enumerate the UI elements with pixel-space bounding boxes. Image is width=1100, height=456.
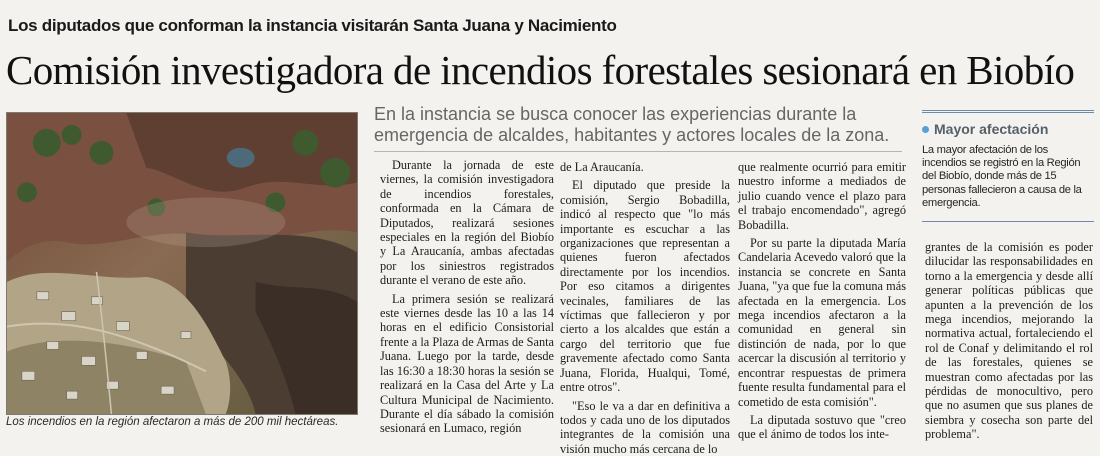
paragraph: La diputada sostuvo que "creo que el ánimo de todos los inte-: [738, 413, 906, 442]
paragraph: Durante la jornada de este viernes, la comisión investigadora de incendios forestales, conformada en la Cámara de Diputados, realizará sesiones especiales en la región del Biobío y La Araucanía, ambas afectadas por los siniestros registrados durante el verano de este año.: [380, 158, 554, 288]
photo-caption: Los incendios en la región afectaron a más de 200 mil hectáreas.: [6, 415, 362, 429]
sidebar-title-text: Mayor afectación: [934, 121, 1048, 137]
body-column-2: [560, 160, 730, 456]
body-column-3: [738, 160, 906, 442]
paragraph: de La Araucanía.: [560, 160, 730, 174]
paragraph: grantes de la comisión es poder dilucidar las responsabilidades en torno a la emergencia y desde allí generar políticas públicas que apunten a la prevención de los mega incendios, mejorando la normativa actual, fortaleciendo el rol de Conaf y delimitando el rol de las forestales, quienes se muestran como afectadas por las pérdidas de monocultivo, pero que no asumen que sus planes de siembra y cosecha son parte del problema".: [925, 240, 1093, 442]
wildfire-aerial-photo: [6, 112, 358, 415]
headline: Comisión investigadora de incendios forestales sesionará en Biobío: [6, 48, 1074, 92]
sidebar-box: [922, 110, 1094, 222]
lead-divider: [374, 151, 902, 152]
paragraph: Por su parte la diputada María Candelaria Acevedo valoró que la instancia se concrete en Santa Juana, "ya que fue la comuna más afectada en la emergencia. Los mega incendios afectaron a la comunidad en general sin distinción de nada, por lo que acercar la discusión al territorio y encontrar respuestas de primera fuente resulta fundamental para el cometido de esta comisión".: [738, 236, 906, 409]
bullet-icon: [922, 126, 929, 133]
body-column-1: [380, 158, 554, 436]
paragraph: La primera sesión se realizará este viernes desde las 10 a las 14 horas en el edificio Consistorial frente a la Plaza de Armas de Santa Juana. Luego por la tarde, desde las 16:30 a 18:30 horas la sesión se realizará en la Casa del Arte y La Cultura Municipal de Nacimiento. Durante el día sábado la comisión sesionará en Lumaco, región: [380, 292, 554, 436]
body-column-4: [925, 240, 1093, 442]
sidebar-title: [922, 121, 1094, 137]
paragraph: El diputado que preside la comisión, Sergio Bobadilla, indicó al respecto que "lo más importante es escuchar a las organizaciones que representan a quienes fueron afectados directamente por los incendios. Por eso citamos a dirigentes vecinales, familiares de las víctimas que fallecieron y por cierto a los alcaldes que están a cargo del territorio que fue gravemente afectado como Santa Juana, Florida, Hualqui, Tomé, entre otros".: [560, 178, 730, 394]
lead-paragraph: En la instancia se busca conocer las experiencias durante la emergencia de alcaldes, habitantes y actores locales de la zona.: [374, 104, 904, 146]
sidebar-text: La mayor afectación de los incendios se registró en la Región del Biobío, donde más de 15 personas fallecieron a causa de la emergencia.: [922, 144, 1094, 210]
kicker: Los diputados que conforman la instancia visitarán Santa Juana y Nacimiento: [8, 16, 617, 36]
paragraph: que realmente ocurrió para emitir nuestro informe a mediados de julio cuando vence el plazo para el trabajo encomendado", agregó Bobadilla.: [738, 160, 906, 232]
paragraph: "Eso le va a dar en definitiva a todos y cada uno de los diputados integrantes de la comisión una visión mucho más cercana de lo: [560, 399, 730, 456]
